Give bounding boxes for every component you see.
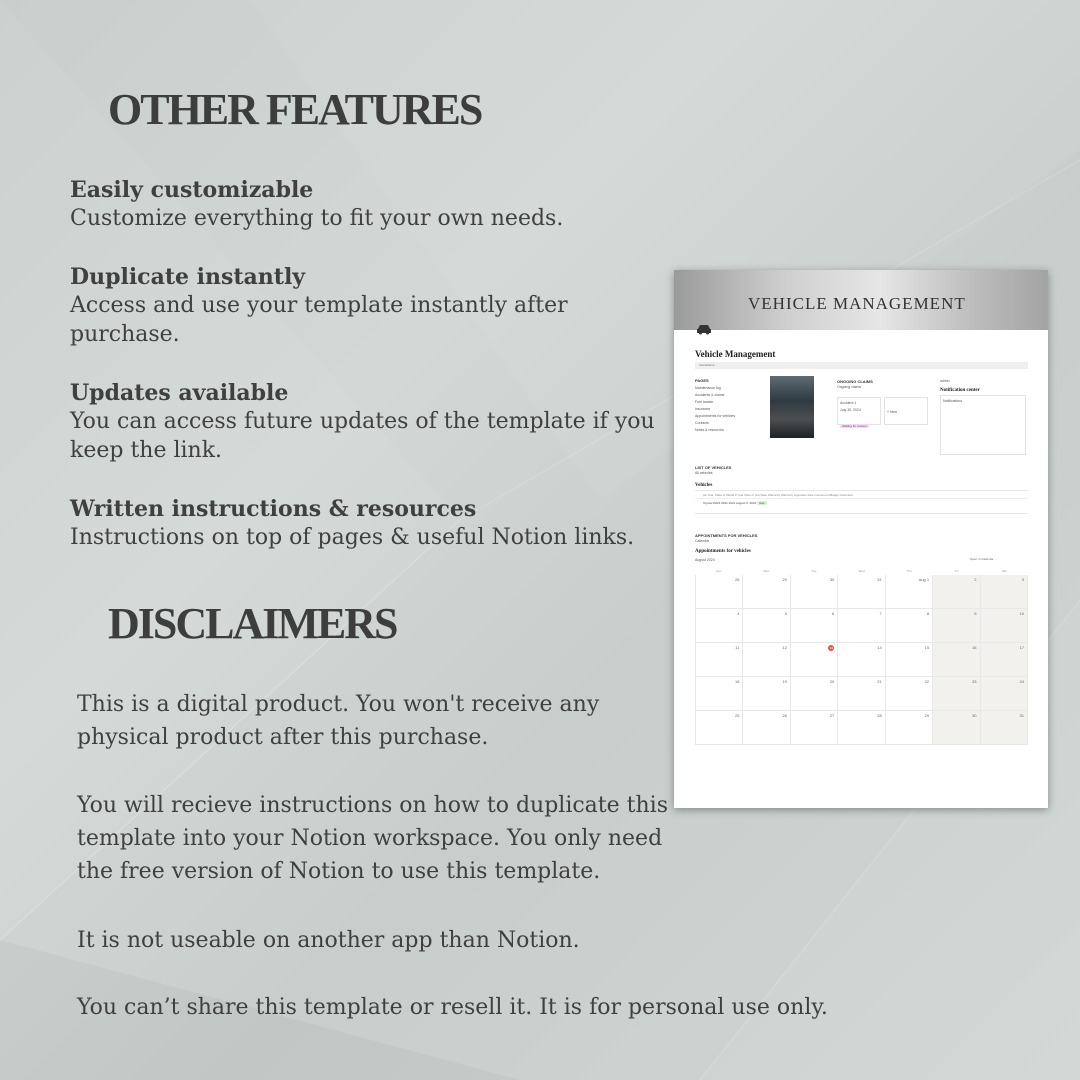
- claim-date: July 30, 2024: [840, 408, 861, 412]
- ongoing-claims: [837, 379, 932, 428]
- notif-sub: Notifications: [943, 399, 963, 403]
- feature-description: Access and use your template instantly after purchase.: [70, 293, 568, 347]
- calendar-day-number: 16: [972, 645, 977, 650]
- calendar-body: [695, 575, 1028, 745]
- calendar-weekdays: [695, 567, 1028, 575]
- calendar-day-number: 8: [926, 611, 930, 616]
- calendar-day-number: 28: [877, 713, 882, 718]
- appt-sub: Calendar: [695, 539, 710, 543]
- calendar-day[interactable]: [695, 711, 743, 745]
- calendar-day-number: 17: [1019, 645, 1024, 650]
- table-header: Aa Year, Make & Model # Year Date of purchase Warranty Warranty expiration date Insurance Mileage Odometer: [695, 491, 1028, 499]
- page-link[interactable]: Insurance: [695, 407, 711, 411]
- calendar-week: [695, 711, 1028, 745]
- appointments-title: Appointments for vehicles: [695, 549, 751, 554]
- calendar-day[interactable]: [981, 677, 1028, 711]
- calendar-day-number: 10: [1019, 611, 1024, 616]
- pages-list: [695, 378, 765, 434]
- calendar-day-number: 20: [829, 679, 835, 684]
- notif-title: Notification center: [940, 388, 980, 393]
- calendar-day-number: 31: [877, 577, 882, 582]
- calendar-day[interactable]: [838, 643, 885, 677]
- disclaimer-paragraph: You can’t share this template or resell it. It is for personal use only.: [77, 995, 828, 1020]
- calendar-day[interactable]: [838, 609, 885, 643]
- calendar-day-number: 14: [877, 645, 882, 650]
- calendar-day[interactable]: [981, 609, 1028, 643]
- calendar-day[interactable]: [933, 711, 980, 745]
- instructions-toggle[interactable]: Instructions: [695, 362, 1028, 369]
- calendar-day[interactable]: [743, 609, 790, 643]
- page-link[interactable]: Contacts: [695, 421, 709, 425]
- calendar-day-number: 3: [1021, 577, 1024, 582]
- page-title: Vehicle Management: [695, 349, 776, 359]
- calendar-day[interactable]: [695, 643, 743, 677]
- calendar-day-number: 5: [784, 611, 787, 616]
- calendar-day-number: 29: [924, 713, 930, 718]
- calendar-day[interactable]: [933, 609, 980, 643]
- features-heading: OTHER FEATURES: [108, 85, 482, 134]
- calendar-day-number: 4: [737, 611, 740, 616]
- disclaimers-heading: DISCLAIMERS: [108, 599, 397, 648]
- calendar-day[interactable]: [981, 711, 1028, 745]
- calendar-week: [695, 643, 1028, 677]
- page-link[interactable]: Accidents & claims: [695, 393, 725, 397]
- feature-item: [70, 263, 670, 349]
- calendar-day-number: 6: [832, 611, 835, 616]
- appointments-section: [695, 533, 757, 545]
- claim-card[interactable]: [837, 397, 881, 428]
- notif-box: [940, 395, 1026, 455]
- feature-item: [70, 176, 670, 233]
- claims-label: ONGOING CLAIMS: [837, 379, 873, 384]
- calendar-day[interactable]: [791, 677, 838, 711]
- calendar-day[interactable]: [695, 677, 743, 711]
- weekday-label: Tue: [811, 569, 817, 573]
- car-icon: [696, 323, 712, 335]
- calendar-week: [695, 575, 1028, 609]
- calendar-day-number: 22: [924, 679, 930, 684]
- calendar-day-number: 7: [879, 611, 882, 616]
- feature-description: Customize everything to fit your own needs.: [70, 206, 564, 231]
- list-sub: All vehicles: [695, 471, 713, 475]
- calendar-day-number: 28: [734, 577, 740, 582]
- feature-title: Written instructions & resources: [70, 496, 477, 522]
- open-in-calendar-button[interactable]: Open in Calendar: [970, 557, 994, 561]
- calendar-day[interactable]: [886, 711, 933, 745]
- calendar-day[interactable]: [886, 643, 933, 677]
- calendar-week: [695, 677, 1028, 711]
- list-of-vehicles: [695, 465, 731, 477]
- calendar-day-number: 30: [972, 713, 977, 718]
- notif-user: admin: [940, 379, 950, 383]
- pages-label: PAGES: [695, 378, 709, 383]
- calendar-day[interactable]: [886, 677, 933, 711]
- calendar-day[interactable]: [791, 609, 838, 643]
- feature-title: Updates available: [70, 380, 289, 406]
- calendar-day-number: 15: [924, 645, 930, 650]
- calendar-day-number: 30: [829, 577, 835, 582]
- disclaimer-paragraph: It is not useable on another app than Notion.: [77, 928, 580, 953]
- weekday-label: Thu: [906, 569, 912, 573]
- calendar-day[interactable]: [981, 643, 1028, 677]
- calendar-day[interactable]: [791, 711, 838, 745]
- calendar-day[interactable]: [886, 575, 933, 609]
- calendar-day-number: 27: [829, 713, 835, 718]
- calendar-day[interactable]: [838, 711, 885, 745]
- feature-title: Duplicate instantly: [70, 264, 306, 290]
- calendar-day-number: 26: [782, 713, 787, 718]
- calendar-day-number: 11: [735, 645, 740, 650]
- feature-item: [70, 495, 670, 552]
- weekday-label: Mon: [763, 569, 770, 573]
- disclaimer-paragraph: You will recieve instructions on how to duplicate this template into your Notion workspace. You only need the free version of Notion to use this template.: [77, 793, 668, 884]
- page-link[interactable]: Notes & resources: [695, 428, 724, 432]
- cover-title: VEHICLE MANAGEMENT: [748, 294, 966, 313]
- calendar-day-number: 24: [1019, 679, 1024, 684]
- calendar-day[interactable]: [933, 643, 980, 677]
- calendar-day-number: Aug 1: [918, 577, 930, 582]
- calendar-day[interactable]: [838, 677, 885, 711]
- calendar-day[interactable]: [933, 677, 980, 711]
- calendar-day[interactable]: [838, 575, 885, 609]
- claims-sub: Ongoing claims: [837, 385, 862, 389]
- calendar-day-number: 2: [974, 577, 977, 582]
- page-link[interactable]: Maintenance log: [695, 386, 721, 390]
- notification-center: [940, 378, 1026, 458]
- calendar-day[interactable]: [791, 643, 838, 677]
- calendar-day-number: 9: [974, 611, 977, 616]
- calendar-day[interactable]: [695, 575, 743, 609]
- calendar-month: August 2024: [695, 558, 715, 562]
- calendar-day[interactable]: [743, 677, 790, 711]
- weekday-label: Wed: [858, 569, 865, 573]
- new-claim-button[interactable]: + New: [884, 397, 928, 425]
- feature-description: You can access future updates of the template if you keep the link.: [70, 409, 655, 463]
- feature-item: [70, 379, 670, 465]
- calendar-grid: [695, 567, 1028, 744]
- calendar-day[interactable]: [886, 609, 933, 643]
- calendar-day-number: 19: [782, 679, 787, 684]
- calendar-day[interactable]: [743, 643, 790, 677]
- calendar-day[interactable]: [981, 575, 1028, 609]
- page-link[interactable]: Fuel tracker: [695, 400, 714, 404]
- feature-title: Easily customizable: [70, 177, 314, 203]
- calendar-day-number: 25: [734, 713, 740, 718]
- weekday-label: Sat: [1002, 569, 1007, 573]
- template-preview-screenshot: [674, 270, 1048, 808]
- vehicles-table: [695, 490, 1028, 514]
- calendar-day-number: 31: [1019, 713, 1024, 718]
- appt-label: APPOINTMENTS FOR VEHICLES: [695, 533, 758, 538]
- list-label: LIST OF VEHICLES: [695, 465, 732, 470]
- calendar-day-number: 12: [782, 645, 787, 650]
- vehicles-table-title: Vehicles: [695, 483, 713, 488]
- car-photo: [770, 376, 814, 438]
- fuel-tag: Gas: [759, 501, 765, 505]
- claim-name: Accident 1: [840, 401, 857, 405]
- calendar-day[interactable]: [743, 711, 790, 745]
- calendar-day-number: 13: [829, 646, 833, 650]
- calendar-day[interactable]: [695, 609, 743, 643]
- weekday-label: Sun: [716, 569, 722, 573]
- calendar-day[interactable]: [933, 575, 980, 609]
- calendar-day-number: 18: [734, 679, 740, 684]
- claim-status: Waiting for answer: [842, 424, 867, 428]
- calendar-week: [695, 609, 1028, 643]
- disclaimer-paragraph: This is a digital product. You won't receive any physical product after this purchase.: [77, 692, 600, 750]
- calendar-day-number: 21: [877, 679, 882, 684]
- page-link[interactable]: Appointments for vehicles: [695, 414, 736, 418]
- calendar-day-number: 29: [782, 577, 787, 582]
- calendar-day[interactable]: [791, 575, 838, 609]
- table-row-text: Toyota RAV4 2021 2021 August 6, 2024: [703, 501, 757, 505]
- table-row[interactable]: [695, 499, 1028, 507]
- calendar-day-number: 23: [972, 679, 977, 684]
- calendar-day[interactable]: [743, 575, 790, 609]
- weekday-label: Fri: [954, 569, 959, 573]
- feature-description: Instructions on top of pages & useful Notion links.: [70, 525, 635, 550]
